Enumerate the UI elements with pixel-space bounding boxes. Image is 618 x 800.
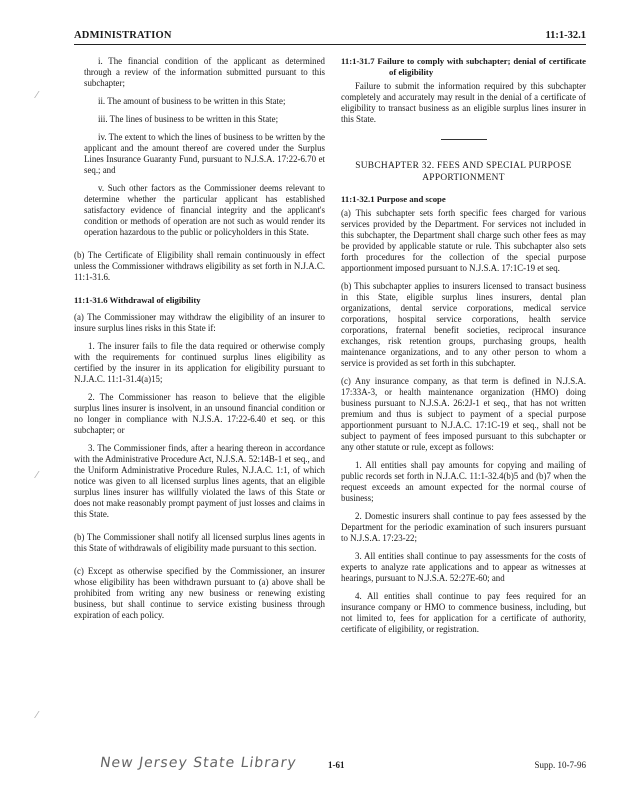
margin-mark: ⁄: [36, 90, 38, 101]
paragraph-purpose-c: (c) Any insurance company, as that term is defined in N.J.S.A. 17:33A-3, or health maintenance organization (HMO) doing business pursuant to N.J.S.A. 26:2J-1 et seq., that has not written premium and thus is subject to payment of a special purpose apportionment pursuant to N.J.A.C. 17:1C-19 et seq., shall not be subject to payment of fees imposed pursuant to this subchapter or any other statute or rule, except as follows:: [341, 376, 586, 452]
paragraph-c-4: 4. All entities shall continue to pay fees required for an insurance company or HMO to commence business, including, but not limited to, fees for application for a certificate of authority, certificate of eligibility, or registration.: [341, 591, 586, 634]
section-heading-32-1: 11:1-32.1 Purpose and scope: [341, 194, 446, 204]
paragraph-a-iv: iv. The extent to which the lines of business to be written by the applicant and the amount thereof are covered under the Surplus Lines Insurance Guaranty Fund, pursuant to N.J.S.A. 17:22-6.70 et seq.; and: [84, 132, 325, 175]
paragraph-a-iii: iii. The lines of business to be written in this State;: [98, 114, 279, 124]
supplement-date: Supp. 10-7-96: [534, 760, 586, 770]
subchapter-title: SUBCHAPTER 32. FEES AND SPECIAL PURPOSE APPORTIONMENT: [355, 161, 572, 183]
paragraph-withdraw-1: 1. The insurer fails to file the data required or otherwise comply with the requirements for continued surplus lines eligibility as certified by the insurer in its application for eligibility pursuant to N.J.A.C. 11:1-31.4(a)15;: [74, 341, 325, 384]
left-column: [74, 56, 325, 628]
margin-mark: ⁄: [36, 470, 38, 481]
paragraph-withdraw-c: (c) Except as otherwise specified by the Commissioner, an insurer whose eligibility has been withdrawn pursuant to (a) above shall be prohibited from writing any new business or renewing existing business, but shall continue to service existing business through expiration of each policy.: [74, 566, 325, 620]
header-code: 11:1-32.1: [545, 30, 586, 41]
paragraph-b: (b) The Certificate of Eligibility shall remain continuously in effect unless the Commissioner withdraws eligibility as set forth in N.J.A.C. 11:1-31.6.: [74, 250, 325, 282]
header-rule: [74, 44, 586, 45]
paragraph-purpose-b: (b) This subchapter applies to insurers licensed to transact business in this State, eligible surplus lines insurers, dental plan organizations, dental service corporations, medical service corporations, hospital service corporations, health service corporations, fraternal benefit societies, reciprocal insurance exchanges, risk retention groups, purchasing groups, health maintenance organizations, and to any other person to whom a service is provided as set forth in this subchapter.: [341, 281, 586, 368]
paragraph-c-1: 1. All entities shall pay amounts for copying and mailing of public records set forth in N.J.A.C. 11:1-32.4(b)5 and (b)7 when the request exceeds an amount expected for the normal course of business;: [341, 460, 586, 503]
section-heading-31-7: 11:1-31.7 Failure to comply with subchapter; denial of certificate of eligibility: [341, 56, 586, 77]
paragraph-purpose-a: (a) This subchapter sets forth specific fees charged for various services provided by the Department. For services not included in this subchapter, the Department shall charge such other fees as may be provided by applicable statute or rule. This subchapter also sets forth procedures for the collection of the special purpose apportionment imposed pursuant to N.J.S.A. 17:1C-19 et seq.: [341, 208, 586, 273]
paragraph-withdraw-3: 3. The Commissioner finds, after a hearing thereon in accordance with the Administrative Procedure Act, N.J.S.A. 52:14B-1 et seq., and the Uniform Administrative Procedure Rules, N.J.A.C. 1:1, of which notice was given to all licensed surplus lines agents, that an eligible surplus lines insurer has willfully violated the laws of this State or does not make reasonably prompt payment of just losses and claims in this State.: [74, 443, 325, 519]
running-header: [74, 30, 586, 44]
paragraph-failure: Failure to submit the information required by this subchapter completely and accurately may result in the denial of a certificate of eligibility to transact business as an eligible surplus lines insurer in this State.: [341, 81, 586, 124]
margin-mark: ⁄: [36, 710, 38, 721]
paragraph-a-ii: ii. The amount of business to be written in this State;: [98, 96, 286, 106]
paragraph-withdraw-2: 2. The Commissioner has reason to believe that the eligible surplus lines insurer is insolvent, in an unsound financial condition or no longer in compliance with N.J.S.A. 17:22-6.40 et seq. or this subchapter; or: [74, 392, 325, 435]
paragraph-a-v: v. Such other factors as the Commissioner deems relevant to determine whether the particular applicant has established satisfactory evidence of financial integrity and the applicant's condition or methods of operation are not such as would render its operation hazardous to the public or policyholders in this State.: [84, 183, 325, 237]
paragraph-a-i: i. The financial condition of the applicant as determined through a review of the information submitted pursuant to this subchapter;: [84, 56, 325, 88]
section-divider: [441, 139, 487, 140]
section-heading-31-6: 11:1-31.6 Withdrawal of eligibility: [74, 295, 201, 305]
library-stamp: New Jersey State Library: [98, 755, 298, 771]
paragraph-c-2: 2. Domestic insurers shall continue to pay fees assessed by the Department for the periodic examination of such insurers pursuant to N.J.S.A. 17:23-22;: [341, 511, 586, 543]
paragraph-withdraw-a: (a) The Commissioner may withdraw the eligibility of an insurer to insure surplus lines risks in this State if:: [74, 312, 325, 333]
header-title: ADMINISTRATION: [74, 30, 172, 41]
page-number: 1-61: [328, 760, 345, 770]
right-column: [341, 56, 586, 642]
paragraph-c-3: 3. All entities shall continue to pay assessments for the costs of experts to analyze rate applications and to appear as witnesses at hearings, pursuant to N.J.S.A. 52:27E-60; and: [341, 551, 586, 583]
paragraph-withdraw-b: (b) The Commissioner shall notify all licensed surplus lines agents in this State of withdrawals of eligibility made pursuant to this section.: [74, 532, 325, 553]
